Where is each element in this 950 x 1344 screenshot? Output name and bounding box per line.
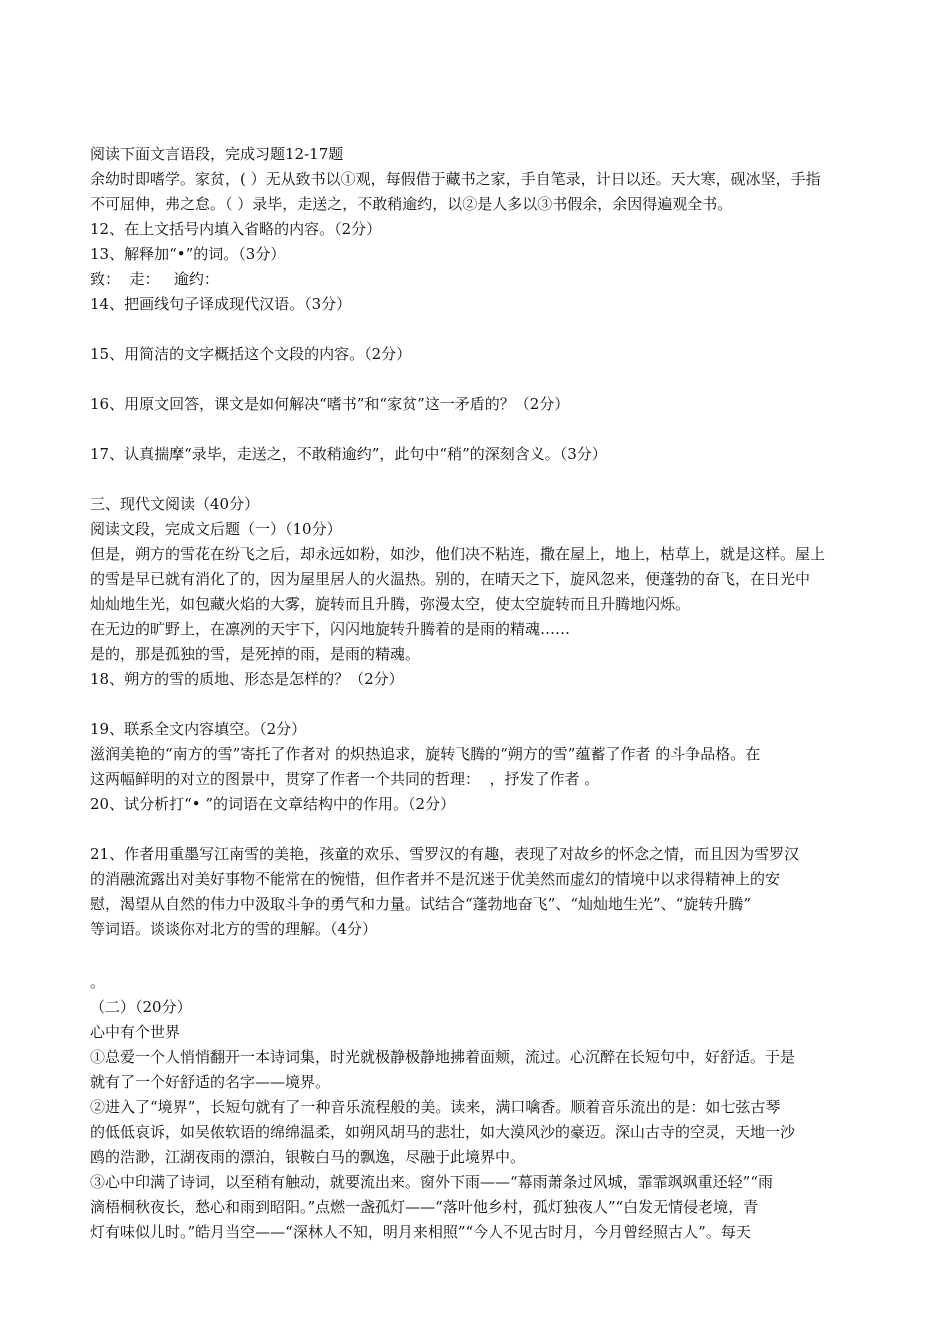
section-intro: 阅读下面文言语段，完成习题12-17题 — [90, 145, 344, 163]
modern-passage-line: 在无边的旷野上，在凛冽的天宇下，闪闪地旋转升腾着的是雨的精魂…… — [90, 620, 571, 638]
stray-mark: 。 — [90, 973, 106, 991]
answer-space — [90, 817, 862, 842]
answer-space — [90, 367, 862, 392]
question-12: 12、在上文括号内填入省略的内容。（2分） — [90, 220, 382, 238]
answer-space — [90, 417, 862, 442]
answer-space — [90, 942, 862, 970]
answer-space — [90, 317, 862, 342]
question-19-text: 滋润美艳的“南方的雪”寄托了作者对 的炽热追求，旋转飞腾的“朔方的雪”蕴蓄了作者 的斗争品格。在 — [90, 745, 761, 763]
question-13-terms: 致： 走： 逾约： — [90, 270, 219, 288]
question-19-text: 这两幅鲜明的对立的图景中，贯穿了作者一个共同的哲理： ，抒发了作者 。 — [90, 770, 600, 788]
modern-passage-line: 的雪是早已就有消化了的，因为屋里居人的火温热。别的，在晴天之下，旋风忽来，便蓬勃的奋飞，在日光中 — [90, 570, 811, 588]
question-21: 慰，渴望从自然的伟力中汲取斗争的勇气和力量。试结合“蓬勃地奋飞”、“灿灿地生光”、“旋转升腾” — [90, 895, 752, 913]
essay-paragraph-line: ①总爱一个人悄悄翻开一本诗词集，时光就极静极静地拂着面颊，流过。心沉醉在长短句中，好舒适。于是 — [90, 1048, 796, 1066]
question-14: 14、把画线句子译成现代汉语。（3分） — [90, 295, 352, 313]
question-18: 18、朔方的雪的质地、形态是怎样的？（2分） — [90, 670, 404, 688]
question-21: 21、作者用重墨写江南雪的美艳，孩童的欢乐、雪罗汉的有趣，表现了对故乡的怀念之情，而且因为雪罗汉 — [90, 845, 800, 863]
question-13: 13、解释加“•”的词。（3分） — [90, 245, 286, 263]
answer-space — [90, 467, 862, 492]
essay-paragraph-line: ②进入了“境界”，长短句就有了一种音乐流程般的美。读来，满口噙香。顺着音乐流出的是：如七弦古琴 — [90, 1098, 781, 1116]
question-19: 19、联系全文内容填空。（2分） — [90, 720, 307, 738]
essay-title: 心中有个世界 — [90, 1023, 181, 1041]
classical-passage-line: 不可屈伸，弗之怠。（ ）录毕，走送之，不敢稍逾约，以②是人多以③书假余，余因得遍观全书。 — [90, 195, 733, 213]
question-17: 17、认真揣摩“录毕，走送之，不敢稍逾约”，此句中“稍”的深刻含义。（3分） — [90, 445, 607, 463]
essay-paragraph-line: 的低低哀诉，如吴侬软语的绵绵温柔，如朔风胡马的悲壮，如大漠风沙的豪迈。深山古寺的空灵，天地一沙 — [90, 1123, 796, 1141]
document-body — [90, 142, 862, 1245]
modern-passage-line: 但是，朔方的雪花在纷飞之后，却永远如粉，如沙，他们决不粘连，撒在屋上，地上，枯草上，就是这样。屋上 — [90, 545, 826, 563]
subsection-intro: 阅读文段，完成文后题（一）（10分） — [90, 520, 342, 538]
question-20: 20、试分析打“• ”的词语在文章结构中的作用。（2分） — [90, 795, 456, 813]
question-21: 的消融流露出对美好事物不能常在的惋惜，但作者并不是沉迷于优美然而虚幻的情境中以求得精神上的安 — [90, 870, 781, 888]
essay-paragraph-line: 滴梧桐秋夜长，愁心和雨到昭阳。”点燃一盏孤灯——“落叶他乡村，孤灯独夜人”“白发无情侵老境，青 — [90, 1198, 759, 1216]
essay-paragraph-line: 就有了一个好舒适的名字——境界。 — [90, 1073, 331, 1091]
essay-paragraph-line: 灯有味似儿时。”皓月当空——“深林人不知，明月来相照”“今人不见古时月，今月曾经照古人”。每天 — [90, 1223, 751, 1241]
essay-paragraph-line: 鸥的浩渺，江湖夜雨的漂泊，银鞍白马的飘逸，尽融于此境界中。 — [90, 1148, 526, 1166]
modern-passage-line: 是的，那是孤独的雪，是死掉的雨，是雨的精魂。 — [90, 645, 421, 663]
question-15: 15、用简洁的文字概括这个文段的内容。（2分） — [90, 345, 412, 363]
essay-paragraph-line: ③心中印满了诗词，以至稍有触动，就要流出来。窗外下雨——“幕雨萧条过风城，霏霏飒飒重还轻”“雨 — [90, 1173, 774, 1191]
section-heading: 三、现代文阅读（40分） — [90, 495, 260, 513]
classical-passage-line: 余幼时即嗜学。家贫，( ）无从致书以①观，每假借于藏书之家，手自笔录，计日以还。天大寒，砚冰坚，手指 — [90, 170, 821, 188]
modern-passage-line: 灿灿地生光，如包藏火焰的大雾，旋转而且升腾，弥漫太空，使太空旋转而且升腾地闪烁。 — [90, 595, 691, 613]
answer-space — [90, 692, 862, 717]
question-21: 等词语。谈谈你对北方的雪的理解。（4分） — [90, 920, 378, 938]
question-16: 16、用原文回答，课文是如何解决“嗜书”和“家贫”这一矛盾的？（2分） — [90, 395, 570, 413]
part-heading: （二）（20分） — [90, 998, 192, 1016]
